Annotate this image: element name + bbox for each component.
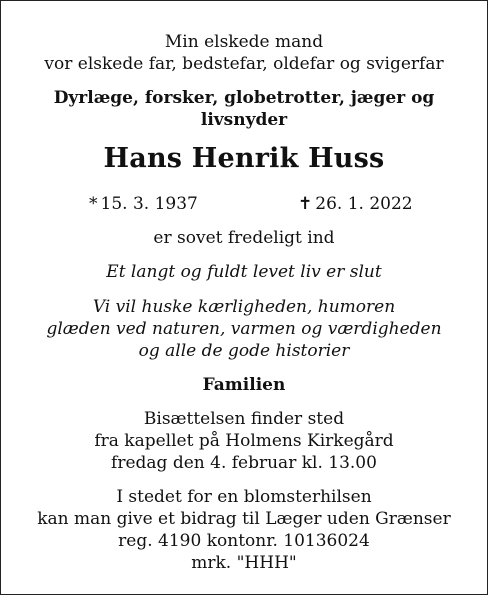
birth-date: [89, 193, 198, 215]
death-date-text: 26. 1. 2022: [315, 194, 413, 214]
birth-date-text: 15. 3. 1937: [100, 194, 198, 214]
verse-line: Vi vil huske kærligheden, humoren: [92, 297, 396, 317]
obituary-content: [1, 31, 487, 574]
dates-row: [1, 193, 487, 215]
donation-line: mrk. "HHH": [191, 553, 297, 573]
family-text: Familien: [202, 375, 286, 395]
service-line: Bisættelsen finder sted: [143, 409, 345, 429]
quote-text: Et langt og fuldt levet liv er slut: [106, 262, 382, 282]
service-line: fra kapellet på Holmens Kirkegård: [94, 431, 394, 451]
titles-line: livsnyder: [200, 110, 288, 130]
verse-line: glæden ved naturen, varmen og værdigheden: [46, 319, 442, 339]
donation-line: reg. 4190 kontonr. 10136024: [118, 531, 370, 551]
deceased-name: Hans Henrik Huss: [103, 143, 385, 174]
verse-block: [1, 296, 487, 362]
intro-line: Min elskede mand: [164, 32, 324, 52]
passed-away-line: [1, 227, 487, 249]
quote-block: [1, 261, 487, 283]
verse-line: og alle de gode historier: [138, 341, 350, 361]
service-line: fredag den 4. februar kl. 13.00: [111, 453, 377, 473]
donation-line: kan man give et bidrag til Læger uden Grænser: [37, 509, 451, 529]
service-block: [1, 408, 487, 474]
birth-star-icon: *: [89, 194, 98, 214]
death-date: [298, 193, 413, 215]
donation-block: [1, 486, 487, 574]
donation-line: I stedet for en blomsterhilsen: [116, 487, 372, 507]
titles-block: [1, 87, 487, 131]
titles-line: Dyrlæge, forsker, globetrotter, jæger og: [53, 88, 435, 108]
intro-block: [1, 31, 487, 75]
passed-away-text: er sovet fredeligt ind: [153, 228, 335, 248]
intro-line: vor elskede far, bedstefar, oldefar og svigerfar: [44, 54, 444, 74]
death-cross-icon: ✝: [298, 194, 313, 214]
family-signature: [1, 374, 487, 396]
